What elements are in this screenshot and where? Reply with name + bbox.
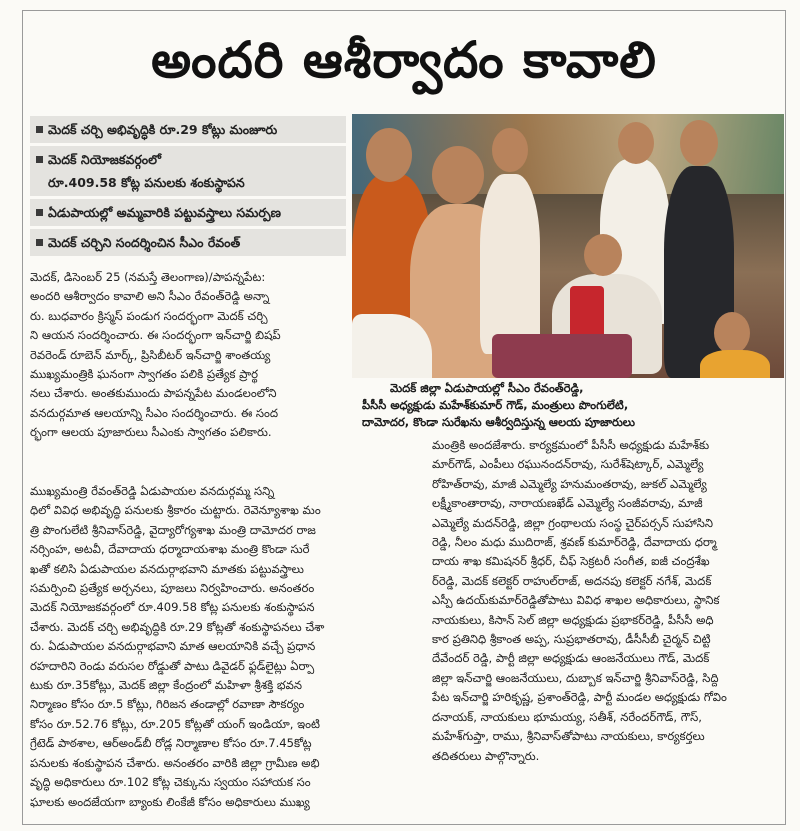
article-line: వనదుర్గమాత ఆలయాన్ని సీఎం సందర్శించారు. ఈ సంద [30,405,279,420]
article-line: మహేశ్‌గుప్తా, రాము, శ్రీనివాస్‌తోపాటు నాయకులు, కార్యకర్తలు [432,729,705,744]
photo-caption [352,378,784,429]
highlight-item-continued: రూ.409.58 కోట్ల పనులకు శంకుస్థాపన [30,173,346,196]
article-line: జిల్లా ఇన్‌చార్జి ఆంజనేయులు, దుబ్బాక ఇన్‌చార్జి శ్రీనివాస్‌రెడ్డి, సిద్ది [432,670,719,685]
article-line: దాయ శాఖ కమిషనర్ శ్రీధర్, చీఫ్ సెక్రటరీ సంగీత, ఐజీ చంద్రశేఖ [432,554,710,569]
article-line: అందరి ఆశీర్వాదం కావాలి అని సీఎం రేవంత్‌రెడ్డి అన్నా [30,289,270,304]
priest-head [432,146,484,204]
highlight-item: మెదక్ చర్చి అభివృద్ధికి రూ.29 కోట్లు మంజూరు [30,116,346,143]
article-line: రు. బుధవారం క్రిస్మస్ పండుగ సందర్భంగా మెదక్ చర్చి [30,308,268,323]
article-line: రెడ్డి, నీలం మధు ముదిరాజ్, శ్రవణ్ కుమార్‌రెడ్డి, దేవాదాయ ధర్మా [432,535,717,550]
article-line: త్రి పొంగులేటి శ్రీనివాస్‌రెడ్డి, వైద్యారోగ్యశాఖ మంత్రి దామోదర రాజ [30,522,316,537]
article-line: నర్సింహ, అటవీ, దేవాదాయ ధర్మాదాయశాఖ మంత్రి కొండా సురే [30,542,310,557]
woman-head [714,312,750,354]
article-line: ఖతో కలిసి ఏడుపాయల వనదుర్గాభవాని మాతకు పట్టువస్త్రాలు [30,561,304,576]
highlights-list [30,116,346,259]
article-line: రెవరెండ్ రూబెన్ మార్క్, ప్రిసిబీటర్ ఇన్‌చార్జి శాంతయ్య [30,347,271,362]
article-line: రహదారిని రెండు వరుసల రోడ్డుతో పాటు డివైడర్ ఫ్లడ్‌లైట్లు ఏర్పా [30,658,315,673]
highlight-item: మెదక్ చర్చిని సందర్శించిన సీఎం రేవంత్ [30,229,346,256]
article-line: కార ప్రతినిధి శ్రీకాంత అప్ప, సుప్రభాతరావు, డీసీసీబీ చైర్మన్ చిట్టి [432,632,711,647]
article-line: నాయకులు, కిసాన్ సెల్ జిల్లా అధ్యక్షుడు ప్రభాకర్‌రెడ్డి, పీసీసీ అధి [432,612,714,627]
article-line: ముఖ్యమంత్రికి ఘనంగా స్వాగతం పలికి ప్రత్యేక ప్రార్థ [30,367,258,382]
news-photo [352,114,784,378]
caption-line: మెదక్ జిల్లా ఏడుపాయల్లో సీఎం రేవంత్‌రెడ్డి, [390,381,584,395]
article-line: ధిలో వివిధ అభివృద్ధి పనులకు శ్రీకారం చుట్టారు. రెవెన్యూశాఖ మం [30,503,321,518]
cm-head [584,234,622,276]
article-line: ని ఆయన సందర్శించారు. ఈ సందర్భంగా ఇన్‌చార్జి బిషప్ [30,328,281,343]
article-line: కోసం రూ.52.76 కోట్లు, రూ.205 కోట్లతో యంగ్ ఇండియా, ఇంటి [30,716,320,731]
priest-head [366,128,412,182]
highlight-item: మెదక్ నియోజకవర్గంలో [30,146,346,173]
caption-line: దామోదర, కొండా సురేఖను ఆశీర్వదిస్తున్న ఆలయ పూజారులు [362,415,635,429]
attendee-figure [480,174,540,354]
article-line: రోహిత్‌రావు, మాజీ ఎమ్మెల్యే హనుమంతరావు, జుకల్ ఎమ్మెల్యే [432,476,707,491]
attendee-head [618,122,654,164]
article-line: ఘాలకు అందజేయగా బ్యాంకు లింకేజీ కోసం అధికారులు ముఖ్య [30,794,310,809]
highlight-item: ఏడుపాయల్లో అమ్మవారికి పట్టువస్త్రాలు సమర్పణ [30,199,346,226]
article-line: ఎమ్మెల్యే మదన్‌రెడ్డి, జిల్లా గ్రంథాలయ సంస్థ చైర్‌పర్సన్ సుహాసిని [432,515,714,530]
security-head [680,120,718,166]
article-line: ముఖ్యమంత్రి రేవంత్‌రెడ్డి ఏడుపాయల వనదుర్గమ్మ సన్ని [30,484,275,498]
article-line: దనాయక్, నాయకులు భూమయ్య, సతీశ్, నరేందర్‌గౌడ్, గౌస్, [432,709,702,724]
headline: అందరి ఆశీర్వాదం కావాలి [151,31,657,89]
article-line: తదితరులు పాల్గొన్నారు. [432,748,540,763]
article-line: టుకు రూ.35కోట్లు, మెదక్ జిల్లా కేంద్రంలో మహిళా శ్రీశక్తి భవన [30,678,302,693]
article-line: మెదక్ నియోజకవర్గంలో రూ.409.58 కోట్ల పనులకు శంకుస్థాపన [30,600,315,615]
article-line: నిర్మాణం కోసం రూ.5 కోట్లు, గిరిజన తండాల్లో రవాణా సౌకర్యం [30,697,305,712]
article-line: ర్‌రెడ్డి, మెదక్ కలెక్టర్ రాహుల్‌రాజ్, అదనపు కలెక్టర్ నగేశ్, మెదక్ [432,573,712,588]
article-column-intro [30,268,348,443]
article-line: పనులకు శంకుస్థాపన చేశారు. అనంతరం వారికి జిల్లా గ్రామీణ అభి [30,755,320,770]
article-column-right [432,436,782,766]
article-line: సమర్పించి ప్రత్యేక అర్చనలు, పూజలు నిర్వహించారు. అనంతరం [30,581,315,596]
article-line: పేట ఇన్‌చార్జి హరికృష్ణ, ప్రశాంత్‌రెడ్డి, పార్టీ మండల అధ్యక్షుడు గోవిం [432,690,727,705]
article-line: లక్ష్మీకాంతారావు, నారాయణఖేడ్ ఎమ్మెల్యే సంజీవరావు, మాజీ [432,496,703,511]
floor-decoration [492,334,632,378]
article-line: రు. ఏడుపాయల వనదుర్గాభవాని మాత ఆలయానికి వచ్చే ప్రధాన [30,639,316,654]
article-line: వృద్ధి అధికారులు రూ.102 కోట్ల చెక్కును స్వయం సహాయక సం [30,775,311,790]
article-line: ఎస్పీ ఉదయ్‌కుమార్‌రెడ్డితోపాటు వివిధ శాఖల అధికారులు, స్థానిక [432,593,720,608]
article-line: గ్రేటెడ్ పాఠశాల, ఆర్‌అండ్‌బీ రోడ్ల నిర్మాణాల కోసం రూ.7.45కోట్ల [30,736,312,751]
article-line: మెదక్, డిసెంబర్ 25 (నమస్తే తెలంగాణ)/పాపన్నపేట: [30,270,266,284]
article-column-left [30,482,422,812]
article-line: నలు చేశారు. అంతకుముందు పాపన్నపేట మండలంలోని [30,386,277,401]
article-line: మార్‌గౌడ్, ఎంపీలు రఘునందన్‌రావు, సురేశ్‌షెట్కార్, ఎమ్మెల్యే [432,457,704,472]
article-line: చేశారు. మెదక్ చర్చి అభివృద్ధికి రూ.29 కోట్లతో శంకుస్థాపనలు చేశా [30,619,325,634]
article-line: మంత్రికి అందజేశారు. కార్యక్రమంలో పీసీసీ అధ్యక్షుడు మహేశ్‌కు [432,438,710,452]
attendee-head [492,128,528,172]
caption-line: పీసీసీ అధ్యక్షుడు మహేశ్‌కుమార్ గౌడ్, మంత్రులు పొంగులేటి, [362,398,629,412]
article-line: ర్భంగా ఆలయ పూజారులు సీఎంకు స్వాగతం పలికారు. [30,425,272,440]
woman-figure [700,350,770,378]
article-line: దేవేందర్ రెడ్డి, పార్టీ జిల్లా అధ్యక్షుడు ఆంజనేయులు గౌడ్, మెదక్ [432,651,710,666]
